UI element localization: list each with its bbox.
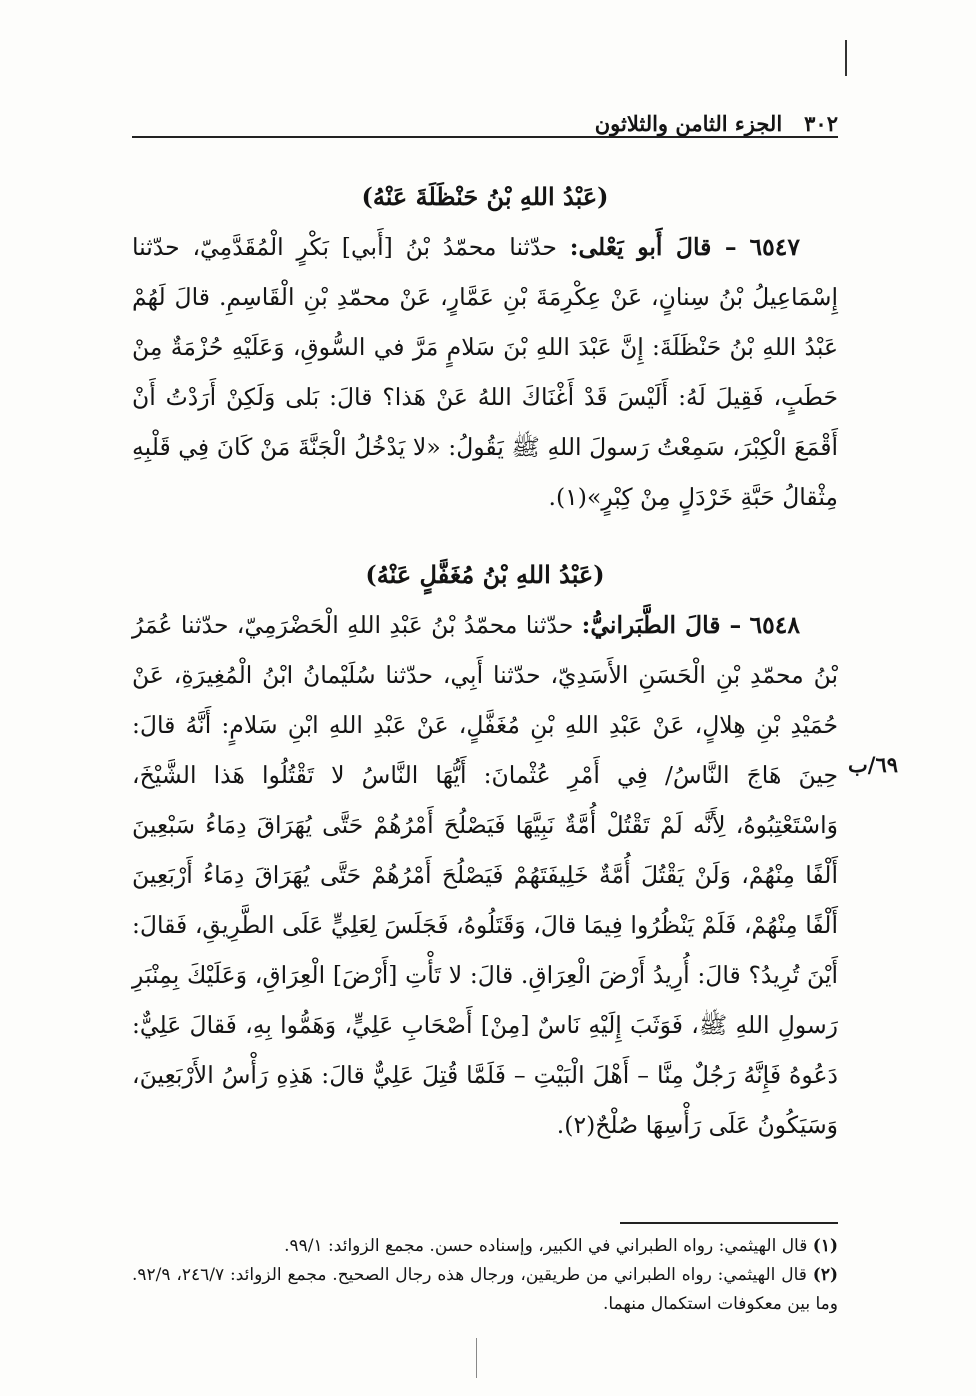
hadith-text: حدّثنا محمّدُ بْنُ عَبْدِ اللهِ الْحَضْرَمِيّ، حدّثنا عُمَرُ بْنُ محمّدِ بْنِ الْحَسَنِ الأَسَدِيّ، حدّثنا أَبِي، حدّثنا سُلَيْمانُ ابْنُ الْمُغِيرَةِ، عَنْ حُمَيْدِ بْنِ هِلالٍ، عَنْ عَبْدِ اللهِ بْنِ مُغَفَّلٍ، عَنْ عَبْدِ اللهِ ابْنِ سَلامٍ: أَنَّهُ قالَ: حِينَ هَاجَ النَّاسُ/ فِي أَمْرِ عُثْمانَ: أَيُّهَا النَّاسُ لا تَقْتُلُوا هَذا الشَّيْخَ، وَاسْتَعْتِبُوهُ، لِأَنَّه لَمْ تَقْتُلْ أُمَّةٌ نَبِيَّهَا فَيَصْلُحَ أَمْرُهُمْ حَتَّى يُهَرَاقَ دِمَاءُ سَبْعِينَ أَلْفًا مِنْهُمْ، وَلَنْ يَقْتُلَ أُمَّةٌ خَلِيفَتَهُمْ فَيَصْلُحَ أَمْرُهُمْ حَتَّى يُهَرَاقَ دِمَاءُ أَرْبَعِينَ أَلْفًا مِنْهُمْ، فَلَمْ يَنْظُرُوا فِيمَا قالَ، وَقَتَلُوهُ، فَجَلَسَ لِعَلِيٍّ عَلَى الطَّرِيقِ، فَقالَ: أَيْنَ تُرِيدُ؟ قالَ: أُرِيدُ أَرْضَ الْعِرَاقِ. قالَ: لا تَأْتِ [أَرْضَ] الْعِرَاقِ، وَعَلَيْكَ بِمِنْبَرِ رَسولِ اللهِ ﷺ، فَوَثَبَ إِلَيْهِ نَاسٌ [مِنْ] أَصْحَابِ عَلِيٍّ، وَهَمُّوا بِهِ، فَقالَ عَلِيٌّ: دَعُوهُ فَإِنَّهُ رَجُلٌ مِنَّا – أَهْلَ الْبَيْتِ – فَلَمَّا قُتِلَ عَلِيٌّ قالَ: هَذِهِ رَأْسُ الأَرْبَعِينَ، وَسَيَكُونُ عَلَى رَأْسِهَا صُلْحٌ(٢). xyxy=(132,611,838,1139)
footnote-rule xyxy=(620,1222,838,1224)
footnote-text: قال الهيثمي: رواه الطبراني من طريقين، ورجال هذه رجال الصحيح. مجمع الزوائد: ٢٤٦/٧، ٩٢/٩. وما بين معكوفات استكمال منهما. xyxy=(132,1265,838,1314)
hadith-number: ٦٥٤٧ xyxy=(749,233,800,261)
hadith-paragraph xyxy=(132,600,838,1150)
main-text xyxy=(132,172,838,1150)
section-heading: (عَبْدُ اللهِ بْنُ حَنْظَلَةَ عَنْهُ) xyxy=(361,182,609,211)
footnote-number: (٢) xyxy=(812,1265,839,1285)
scan-edge-mark xyxy=(845,40,847,76)
hadith-number: ٦٥٤٨ xyxy=(749,611,800,639)
hadith-lead: – قالَ أَبو يَعْلى: xyxy=(569,233,737,261)
hadith-paragraph xyxy=(132,222,838,522)
section-gap xyxy=(132,522,838,550)
scan-gutter-mark xyxy=(476,1338,477,1378)
manuscript-folio-note: ٦٩/ب xyxy=(847,752,898,777)
page-number: ٣٠٢ xyxy=(804,111,838,136)
footnote-number: (١) xyxy=(812,1236,838,1256)
hadith-text: حدّثنا محمّدُ بْنُ [أَبي] بَكْرٍ الْمُقَدَّمِيّ، حدّثنا إِسْمَاعِيلُ بْنُ سِنانٍ، عَنْ عِكْرِمَةَ بْنِ عَمَّارٍ، عَنْ محمّدِ بْنِ الْقَاسِمِ. قالَ لَهُمْ عَبْدُ اللهِ بْنُ حَنْظَلَةَ: إِنَّ عَبْدَ اللهِ بْنَ سَلامٍ مَرَّ في السُّوقِ، وَعَلَيْهِ حُزْمَةٌ مِنْ حَطَبٍ، فَقِيلَ لَهُ: أَلَيْسَ قَدْ أَغْنَاكَ اللهُ عَنْ هَذا؟ قالَ: بَلى وَلَكِنْ أَرَدْتُ أَنْ أَقْمَعَ الْكِبْرَ، سَمِعْتُ رَسولَ اللهِ ﷺ يَقُولُ: «لا يَدْخُلُ الْجَنَّةَ مَنْ كَانَ فِي قَلْبِهِ مِثْقالُ حَبَّةِ خَرْدَلٍ مِنْ كِبْرٍ»(١). xyxy=(132,233,838,511)
footnote xyxy=(132,1232,838,1261)
running-header xyxy=(132,92,838,136)
footnote xyxy=(132,1261,838,1319)
hadith-lead: – قالَ الطَّبَرانيُّ: xyxy=(581,611,742,639)
header-rule xyxy=(132,136,838,138)
volume-title: الجزء الثامن والثلاثون xyxy=(594,111,783,136)
footnote-text: قال الهيثمي: رواه الطبراني في الكبير، وإسناده حسن. مجمع الزوائد: ٩٩/١. xyxy=(284,1236,808,1256)
section-heading: (عَبْدُ اللهِ بْنُ مُغَفَّلٍ عَنْهُ) xyxy=(365,560,605,589)
footnotes xyxy=(132,1232,838,1319)
